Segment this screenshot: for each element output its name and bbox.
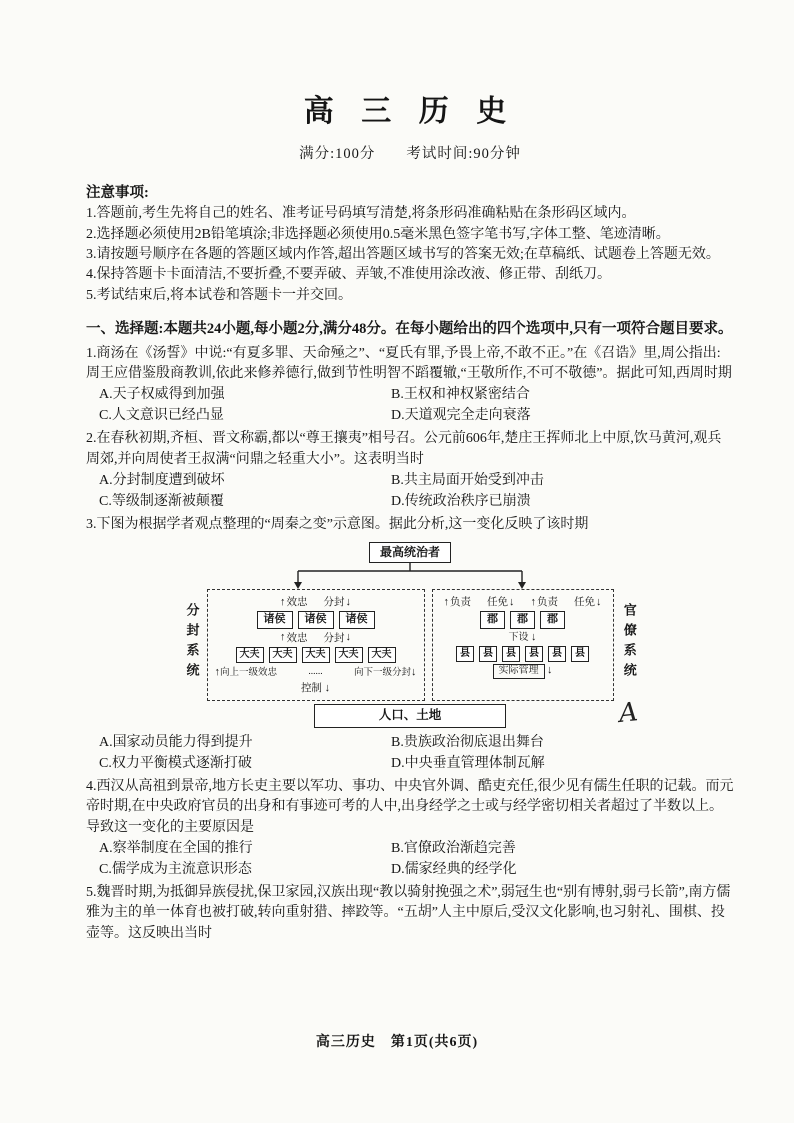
dafu-box: 大夫 xyxy=(269,647,297,664)
exam-title: 高 三 历 史 xyxy=(303,95,517,128)
xiashe-relation: 下设 ↓ xyxy=(508,631,537,644)
question-1-option-b: B.王权和神权紧密结合 xyxy=(391,387,530,403)
responsible-relation: ↑ 负责 xyxy=(530,595,558,608)
question-2 xyxy=(86,429,734,512)
down-arrow-icon: ↓ xyxy=(345,595,351,608)
diagram-middle-row xyxy=(170,589,650,701)
up-arrow-icon: ↑ xyxy=(443,595,449,608)
question-4-option-c: C.儒学成为主流意识形态 xyxy=(99,862,252,877)
notice-item-2: 2.选择题必须使用2B铅笔填涂;非选择题必须使用0.5毫米黑色签字笔书写,字体工整、笔迹清晰。 xyxy=(86,226,670,242)
dafu-box: 大夫 xyxy=(236,647,264,664)
question-2-options xyxy=(86,470,734,512)
section-one-heading: 一、选择题:本题共24小题,每小题2分,满分48分。在每小题给出的四个选项中,只有一项符合题目要求。 xyxy=(86,321,733,338)
question-1-stem: 1.商汤在《汤誓》中说:“有夏多罪、天命殛之”、“夏氏有罪,予畏上帝,不敢不正。”在《召诰》里,周公指出:周王应借鉴殷商教训,依此来修养德行,做到节性明智不蹈覆辙,“王敬所作,不可不敬德”。据此可知,西周时期 xyxy=(86,345,732,381)
jun-box: 郡 xyxy=(540,611,565,629)
xian-box: 县 xyxy=(525,646,543,663)
loyalty-relation: ↑ 效忠 xyxy=(280,595,308,608)
question-3-option-a: A.国家动员能力得到提升 xyxy=(99,734,253,750)
appoint-relation: 任免 ↓ xyxy=(487,595,515,608)
question-4-option-b: B.官僚政治渐趋完善 xyxy=(391,841,516,856)
question-4 xyxy=(86,777,734,880)
enfeoffment-system-box xyxy=(207,589,425,701)
question-3-option-c: C.权力平衡模式逐渐打破 xyxy=(99,755,252,771)
question-4-option-a: A.察举制度在全国的推行 xyxy=(99,841,253,856)
question-3 xyxy=(86,515,734,773)
question-2-stem: 2.在春秋初期,齐桓、晋文称霸,都以“尊王攘夷”相号召。公元前606年,楚庄王挥师北上中原,饮马黄河,观兵周郊,并向周使者王叔满“问鼎之轻重大小”。这表明当时 xyxy=(86,431,722,467)
question-4-stem: 4.西汉从高祖到景帝,地方长吏主要以军功、事功、中央官外调、酷吏充任,很少见有儒生任职的记载。而元帝时期,在中央政府官员的出身和有事迹可考的人中,出身经学之士或与经学密切相关者超过了半数以上。导致这一变化的主要原因是 xyxy=(86,778,734,835)
question-1-options xyxy=(86,384,734,426)
down-arrow-icon: ↓ xyxy=(531,631,537,644)
question-2-option-a: A.分封制度遭到破坏 xyxy=(99,473,225,489)
question-3-stem: 3.下图为根据学者观点整理的“周秦之变”示意图。据此分析,这一变化反映了该时期 xyxy=(86,517,589,533)
control-relation: 控制 ↓ xyxy=(300,682,331,695)
actual-manage-relation: 实际管理 ↓ xyxy=(440,664,606,679)
question-4-options xyxy=(86,838,734,880)
zhou-qin-change-diagram xyxy=(170,542,650,728)
zhuhou-box: 诸侯 xyxy=(298,611,334,629)
jun-box: 郡 xyxy=(480,611,505,629)
down-arrow-icon: ↓ xyxy=(411,666,417,679)
xian-box: 县 xyxy=(548,646,566,663)
down-arrow-icon: ↓ xyxy=(547,664,553,677)
zhuhou-box: 诸侯 xyxy=(339,611,375,629)
down-arrow-icon: ↓ xyxy=(324,682,331,695)
notice-item-4: 4.保持答题卡卡面清洁,不要折叠,不要弄破、弄皱,不准使用涂改液、修正带、刮纸刀。 xyxy=(86,267,611,283)
question-3-options xyxy=(86,732,734,774)
up-loyalty-note: ↑向上一级效忠 xyxy=(214,666,278,679)
down-arrow-icon: ↓ xyxy=(596,595,602,608)
question-1-option-d: D.天道观完全走向衰落 xyxy=(391,408,531,424)
bureaucratic-system-box xyxy=(432,589,614,701)
notice-item-3: 3.请按题号顺序在各题的答题区域内作答,超出答题区域书写的答案无效;在草稿纸、试题卷上答题无效。 xyxy=(86,247,720,263)
question-1-option-a: A.天子权威得到加强 xyxy=(99,387,225,403)
enfeoff-relation: 分封 ↓ xyxy=(323,631,351,644)
diagram-bottom-row xyxy=(170,704,650,728)
down-arrow-icon: ↓ xyxy=(509,595,515,608)
connector-lines xyxy=(170,563,650,589)
xian-box: 县 xyxy=(479,646,497,663)
xian-box: 县 xyxy=(456,646,474,663)
question-1 xyxy=(86,344,734,427)
question-3-option-d: D.中央垂直管理体制瓦解 xyxy=(391,755,545,771)
question-2-option-b: B.共主局面开始受到冲击 xyxy=(391,473,544,489)
handwritten-mark: A xyxy=(617,697,640,730)
question-2-option-c: C.等级制逐渐被颠覆 xyxy=(99,494,224,510)
page-footer: 高三历史 第1页(共6页) xyxy=(315,1035,479,1050)
question-3-option-b: B.贵族政治彻底退出舞台 xyxy=(391,734,544,750)
zhuhou-box: 诸侯 xyxy=(257,611,293,629)
loyalty-relation: ↑ 效忠 xyxy=(280,631,308,644)
question-2-option-d: D.传统政治秩序已崩溃 xyxy=(391,494,531,510)
up-arrow-icon: ↑ xyxy=(214,666,220,679)
question-5-stem: 5.魏晋时期,为抵御异族侵扰,保卫家园,汉族出现“教以骑射挽强之术”,弱冠生也“别有博射,弱弓长箭”,南方儒雅为主的单一体育也被打破,转向重射猎、摔跤等。“五胡”人主中原后,受汉文化影响,也习射礼、围棋、投壶等。这反映出当时 xyxy=(86,885,731,941)
up-arrow-icon: ↑ xyxy=(280,595,286,608)
jun-box: 郡 xyxy=(510,611,535,629)
notice-section xyxy=(86,183,734,306)
dafu-box: 大夫 xyxy=(335,647,363,664)
exam-meta: 满分:100分 考试时间:90分钟 xyxy=(299,146,521,162)
xian-box: 县 xyxy=(571,646,589,663)
ellipsis: ...... xyxy=(308,667,323,678)
appoint-relation: 任免 ↓ xyxy=(574,595,602,608)
bureaucratic-system-label: 官僚系统 xyxy=(621,602,637,683)
up-arrow-icon: ↑ xyxy=(530,595,536,608)
question-1-option-c: C.人文意识已经凸显 xyxy=(99,408,224,424)
notice-heading: 注意事项: xyxy=(86,185,149,201)
dafu-box: 大夫 xyxy=(302,647,330,664)
dafu-box: 大夫 xyxy=(368,647,396,664)
diagram-top-row xyxy=(170,542,650,563)
question-5 xyxy=(86,883,734,944)
notice-item-1: 1.答题前,考生先将自己的姓名、准考证号码填写清楚,将条形码准确粘贴在条形码区域内。 xyxy=(86,206,636,222)
down-arrow-icon: ↓ xyxy=(345,631,351,644)
up-arrow-icon: ↑ xyxy=(280,631,286,644)
population-land-box: 人口、土地 xyxy=(314,704,507,728)
supreme-ruler-box: 最高统治者 xyxy=(369,542,451,563)
down-enfeoff-note: 向下一级分封↓ xyxy=(353,666,417,679)
xian-box: 县 xyxy=(502,646,520,663)
question-4-option-d: D.儒家经典的经学化 xyxy=(391,862,517,877)
enfeoffment-system-label: 分封系统 xyxy=(184,602,200,683)
enfeoff-relation: 分封 ↓ xyxy=(323,595,351,608)
responsible-relation: ↑ 负责 xyxy=(443,595,471,608)
notice-item-5: 5.考试结束后,将本试卷和答题卡一并交回。 xyxy=(86,287,352,303)
